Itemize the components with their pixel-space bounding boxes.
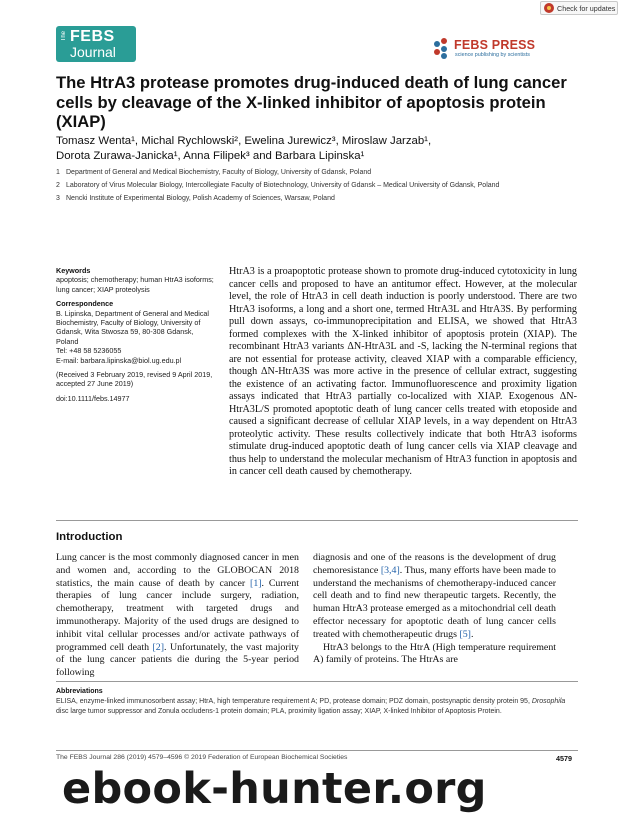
footer-citation: The FEBS Journal 286 (2019) 4579–4596 © 2019 Federation of European Biochemical Societies (56, 754, 348, 761)
correspondence-heading: Correspondence (56, 299, 114, 309)
correspondence-email[interactable]: E-mail: barbara.lipinska@biol.ug.edu.pl (56, 355, 182, 365)
febs-press-dots-icon (432, 38, 454, 60)
intro-column-right: diagnosis and one of the reasons is the development of drug chemoresistance [3,4]. Thus, many efforts have been made to understand the mechanisms of chemotherapy-induced cancer cell death and to find new therapeutic targets. Recently, the human HtrA3 protease emerged as a mitochondrial cell death effector necessary for apoptotic death of lung cancer cells treated with chemotherapeutic drugs [5]. HtrA3 belongs to the HtrA (High temperature requirement A) family of proteins. The HtrAs are (313, 552, 556, 666)
keywords: apoptosis; chemotherapy; human HtrA3 isoforms; lung cancer; XIAP proteolysis (56, 275, 214, 294)
introduction-heading: Introduction (56, 531, 123, 543)
intro-column-left: Lung cancer is the most commonly diagnosed cancer in men and women and, according to the GLOBOCAN 2018 statistics, the main cause of death by cancer [1]. Current therapies of lung cancer include surgery, radiation, chemotherapy, treatment with targeted drugs and immunotherapy. Majority of the used drugs are designed to inhibit vital cellular processes and/or activate pathways of programmed cell death [2]. Unfortunately, the vast majority of the lung cancer patients die during the 5-year period following (56, 552, 300, 679)
watermark: ebook-hunter.org (62, 764, 487, 814)
abbreviations (56, 687, 578, 717)
check-updates-label: Check for updates (557, 3, 616, 13)
press-tagline: science publishing by scientists (455, 52, 530, 58)
affiliation-1: 1 Department of General and Medical Biochemistry, Faculty of Biology, University of Gdansk, Poland (56, 169, 372, 176)
febs-journal-logo (56, 26, 136, 62)
citation-link[interactable]: [1] (250, 577, 262, 589)
febs-press-logo (432, 38, 542, 64)
logo-febs: FEBS (70, 28, 115, 45)
affiliation-3: 3 Nencki Institute of Experimental Biology, Polish Academy of Sciences, Warsaw, Poland (56, 195, 335, 202)
author-list (56, 134, 576, 164)
authors-line-2: Dorota Zurawa-Janicka¹, Anna Filipek³ and Barbara Lipinska¹ (56, 150, 365, 162)
crossmark-icon (544, 3, 554, 13)
doi[interactable]: doi:10.1111/febs.14977 (56, 393, 130, 403)
check-for-updates-button[interactable] (540, 1, 618, 15)
citation-link[interactable]: [5] (459, 628, 471, 640)
logo-journal: Journal (70, 44, 116, 60)
intro-paragraph-2: HtrA3 belongs to the HtrA (High temperature requirement A) family of proteins. The HtrAs are (313, 641, 556, 666)
article-title: The HtrA3 protease promotes drug-induced death of lung cancer cells by cleavage of the X-linked inhibitor of apoptosis protein (XIAP) (56, 73, 567, 131)
article-sidebar (56, 266, 216, 403)
abbreviations-heading: Abbreviations (56, 688, 103, 695)
abstract: HtrA3 is a proapoptotic protease shown to promote drug-induced cytotoxicity in lung cancer cells and proposed to have an antitumor effect. However, at the molecular level, the role of HtrA3 in cell death induction is poorly understood. There are two HtrA3 isoforms, a long and a short one, termed HtrA3L and HtrA3S. By performing pull down assays, co-immunoprecipitation and ELISA, we showed that HtrA3 formed complexes with the X-linked inhibitor of apoptosis protein (XIAP). The recombinant HtrA3 variants ΔN-HtrA3L and -S, lacking the N-terminal regions that are not essential for protease activity, cleaved XIAP with a comparable efficiency, though ΔN-HtrA3S was more active in the presence of cellular extract, suggesting the existence of an activating factor. Immunofluorescence and proximity ligation assays indicated that HtrA3 partially co-localized with XIAP. Exogenous ΔN-HtrA3L/S promoted apoptotic death of lung cancer cells treated with etoposide and caused a significant decrease of cellular XIAP levels, in a way dependent on HtrA3 proteolytic activity. These results collectively indicate that both HtrA3 isoforms stimulate drug-induced apoptotic death of lung cancer cells via XIAP cleavage and thus help to understand the molecular mechanism of HtrA3 function in apoptosis and in cancer cell death caused by chemotherapy. (229, 266, 577, 477)
press-name: FEBS PRESS (454, 38, 536, 52)
abbreviations-text: ELISA, enzyme-linked immunosorbent assay; HtrA, high temperature requirement A; PD, protease domain; PDZ domain, postsynaptic density protein 95, Drosophila disc large tumor suppressor and Zonula occludens-1 protein domain; PLA, proximity ligation assay; XIAP, X-linked Inhibitor of Apoptosis Protein. (56, 698, 566, 715)
citation-link[interactable]: [3,4] (380, 564, 400, 576)
correspondence-address: B. Lipinska, Department of General and Medical Biochemistry, Faculty of Biology, University of Gdansk, Wita Stwosza 59, 80-308 Gdansk, Poland (56, 308, 210, 346)
correspondence-tel: Tel: +48 58 5236055 (56, 346, 122, 356)
affiliations (56, 166, 576, 205)
page-number: 4579 (556, 754, 572, 763)
citation-link[interactable]: [2] (152, 641, 165, 653)
section-divider (56, 520, 578, 521)
footer-divider (56, 750, 578, 751)
authors-line-1: Tomasz Wenta¹, Michal Rychlowski², Ewelina Jurewicz³, Miroslaw Jarzab¹, (56, 135, 432, 147)
abbreviations-divider (56, 681, 578, 682)
logo-the: The (61, 31, 67, 42)
affiliation-2: 2 Laboratory of Virus Molecular Biology, Intercollegiate Faculty of Biotechnology, University of Gdansk – Medical University of Gdansk, Poland (56, 182, 500, 189)
received-dates: (Received 3 February 2019, revised 9 April 2019, accepted 27 June 2019) (56, 370, 213, 389)
keywords-heading: Keywords (56, 266, 91, 275)
